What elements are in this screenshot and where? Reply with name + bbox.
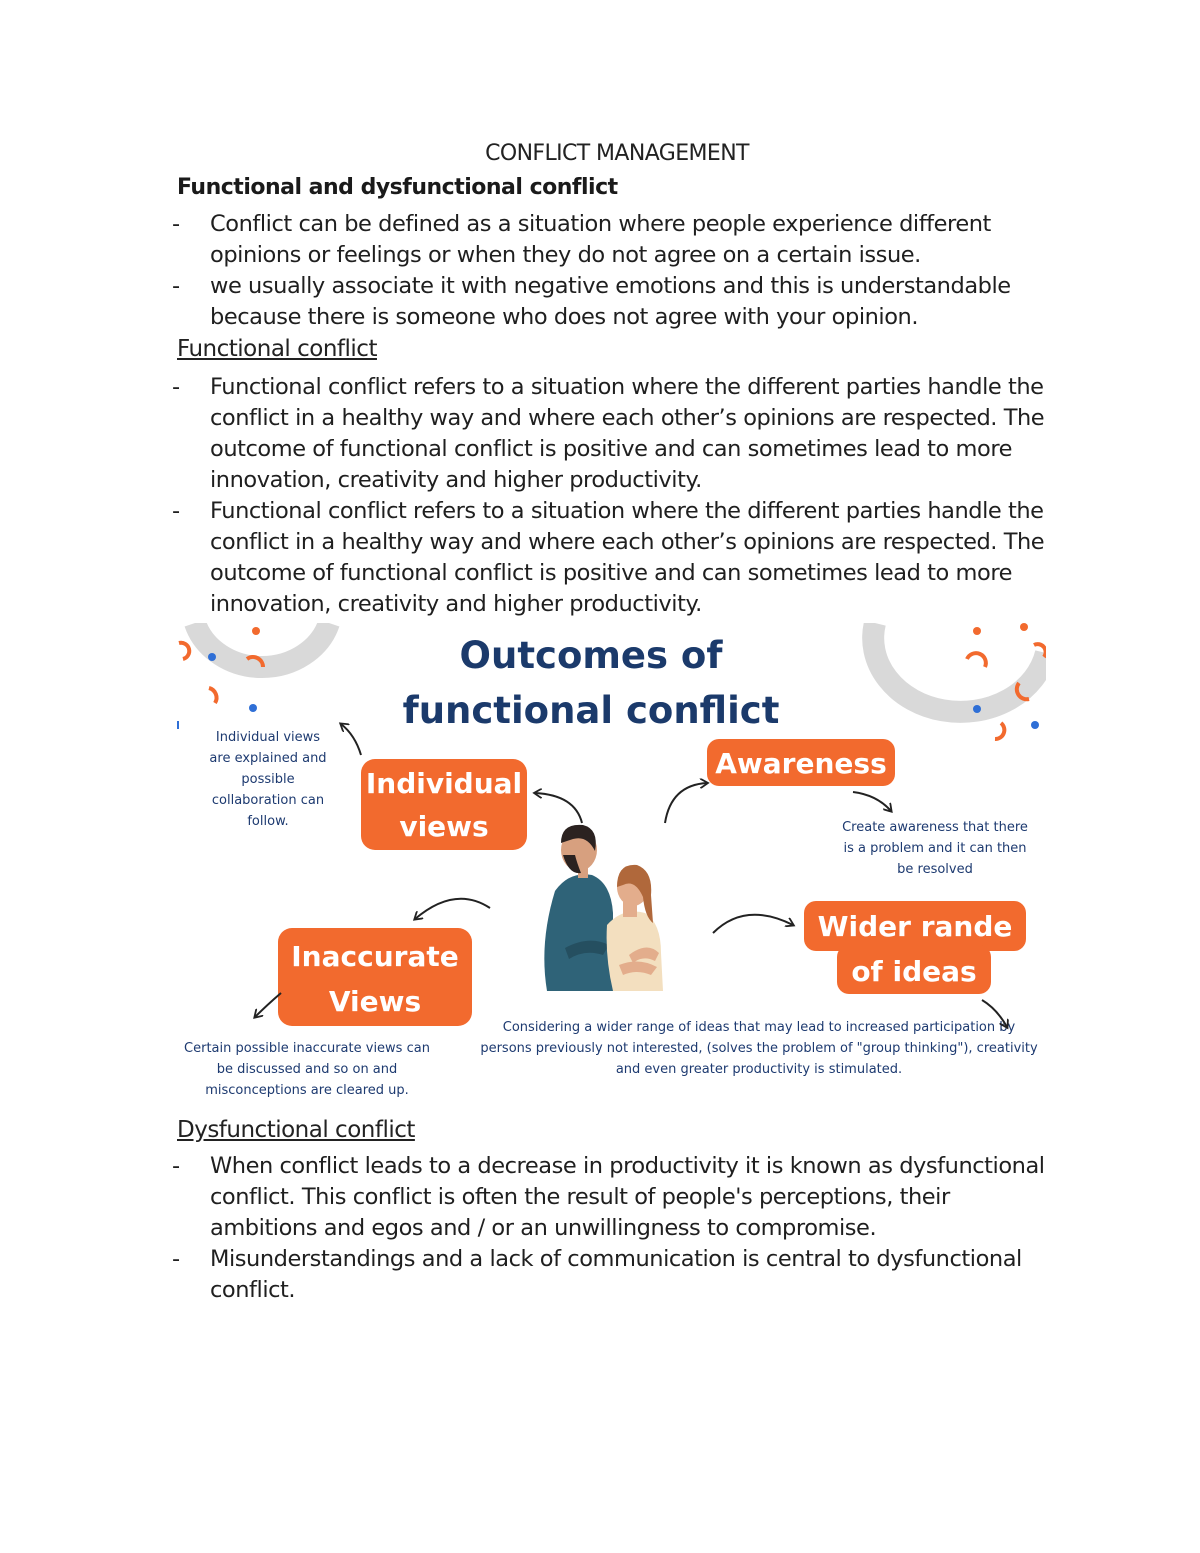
note-line: be discussed and so on and bbox=[216, 1062, 398, 1077]
individual-views-label-line1: Individual bbox=[365, 767, 523, 800]
arrow-to-individual-views bbox=[535, 793, 582, 823]
list-item bbox=[172, 372, 1052, 496]
note-line: persons previously not interested, (solves the problem of "group thinking"), creativity bbox=[480, 1041, 1038, 1056]
note-line: Considering a wider range of ideas that may lead to increased participation by bbox=[502, 1020, 1016, 1035]
inaccurate-views-label-line1: Inaccurate bbox=[291, 940, 459, 973]
people-back-to-back-illustration bbox=[544, 825, 663, 991]
note-line: Create awareness that there bbox=[842, 820, 1028, 835]
arrow-to-inaccurate-note bbox=[255, 993, 281, 1017]
arrow-to-awareness bbox=[665, 783, 707, 823]
wider-range-label-line2: of ideas bbox=[851, 955, 977, 988]
bullet-marker: - bbox=[172, 1153, 180, 1179]
wider-range-label-line1: Wider rande bbox=[817, 910, 1013, 943]
bullet-marker: - bbox=[172, 374, 180, 400]
note-line: be resolved bbox=[897, 862, 973, 877]
bullet-marker: - bbox=[172, 1246, 180, 1272]
dysfunctional-bullet-list bbox=[172, 1151, 1052, 1306]
list-item bbox=[172, 209, 1052, 271]
section-heading-functional: Functional conflict bbox=[177, 336, 377, 362]
functional-bullet-list bbox=[172, 372, 1052, 620]
bullet-text: we usually associate it with negative emotions and this is understandable because there is someone who does not agree with your opinion. bbox=[210, 273, 1011, 330]
note-line: Individual views bbox=[215, 730, 321, 745]
outcomes-infographic bbox=[177, 623, 1046, 1113]
note-line: misconceptions are cleared up. bbox=[205, 1083, 409, 1098]
list-item bbox=[172, 496, 1052, 620]
awareness-label: Awareness bbox=[715, 747, 887, 780]
awareness-note bbox=[842, 820, 1028, 877]
bullet-text: When conflict leads to a decrease in productivity it is known as dysfunctional conflict. This conflict is often the result of people's perceptions, their ambitions and egos and / or an unwillingness to compromise. bbox=[210, 1153, 1045, 1241]
list-item bbox=[172, 271, 1052, 333]
note-line: and even greater productivity is stimulated. bbox=[615, 1062, 903, 1077]
wider-range-note bbox=[480, 1020, 1038, 1077]
arrow-to-inaccurate-views bbox=[415, 899, 490, 919]
infographic-canvas bbox=[177, 623, 1046, 1113]
inaccurate-views-note bbox=[184, 1041, 430, 1098]
note-line: collaboration can bbox=[211, 793, 325, 808]
note-line: are explained and bbox=[209, 751, 327, 766]
bullet-marker: - bbox=[172, 273, 180, 299]
list-item bbox=[172, 1244, 1052, 1306]
individual-views-label-line2: views bbox=[399, 810, 489, 843]
arrow-to-awareness-note bbox=[853, 792, 891, 811]
infographic-title-line2: functional conflict bbox=[402, 689, 780, 732]
intro-bullet-list bbox=[172, 209, 1052, 333]
section-heading-functional-dysfunctional: Functional and dysfunctional conflict bbox=[177, 175, 618, 200]
bullet-text: Functional conflict refers to a situation where the different parties handle the conflict in a healthy way and where each other’s opinions are respected. The outcome of functional conflict is positive and can sometimes lead to more innovation, creativity and higher productivity. bbox=[210, 498, 1045, 617]
arrow-to-wider-range bbox=[713, 915, 793, 933]
inaccurate-views-label-line2: Views bbox=[328, 985, 422, 1018]
document-title: CONFLICT MANAGEMENT bbox=[485, 141, 749, 166]
infographic-title-line1: Outcomes of bbox=[459, 634, 723, 677]
note-line: possible bbox=[241, 772, 295, 787]
arrow-to-individual-note bbox=[341, 724, 361, 755]
note-line: Certain possible inaccurate views can bbox=[184, 1041, 430, 1056]
list-item bbox=[172, 1151, 1052, 1244]
decoration-top-left bbox=[177, 623, 329, 729]
bullet-marker: - bbox=[172, 498, 180, 524]
bullet-text: Conflict can be defined as a situation where people experience different opinions or feelings or when they do not agree on a certain issue. bbox=[210, 211, 991, 268]
note-line: follow. bbox=[247, 814, 289, 829]
note-line: is a problem and it can then bbox=[843, 841, 1027, 856]
individual-views-note bbox=[209, 730, 326, 829]
bullet-text: Functional conflict refers to a situation where the different parties handle the conflict in a healthy way and where each other’s opinions are respected. The outcome of functional conflict is positive and can sometimes lead to more innovation, creativity and higher productivity. bbox=[210, 374, 1045, 493]
bullet-marker: - bbox=[172, 211, 180, 237]
bullet-text: Misunderstandings and a lack of communication is central to dysfunctional conflict. bbox=[210, 1246, 1022, 1303]
decoration-top-right bbox=[873, 623, 1046, 739]
section-heading-dysfunctional: Dysfunctional conflict bbox=[177, 1117, 415, 1143]
